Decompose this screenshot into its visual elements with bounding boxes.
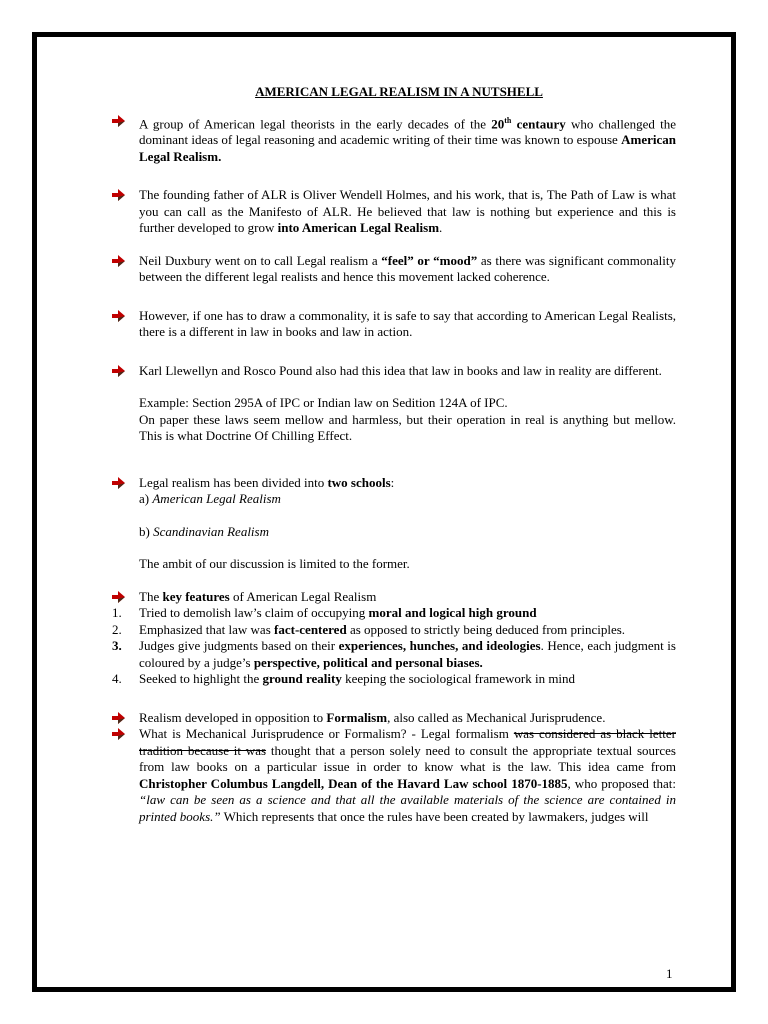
list-item [112,605,676,622]
text: as there was significant commonality between the different legal realists and hence this movement lacked coherence. [139,252,676,285]
text: of American Legal Realism [229,588,377,604]
text: Seeked to highlight the [139,671,263,687]
list-number: 4. [112,671,122,687]
text: who challenged the dominant ideas of legal reasoning and academic writing of their time was known to espouse [139,115,676,148]
bold-text: experiences, hunches, and ideologies [338,638,541,654]
text: Legal realism has been divided into [139,474,328,490]
paragraph-example: Example: Section 295A of IPC or Indian law on Sedition 124A of IPC. [139,395,508,411]
text: The [139,588,163,604]
text: b) [139,523,154,539]
text: What is Mechanical Jurisprudence or Formalism? - Legal formalism [139,726,514,742]
text: The founding father of ALR is Oliver Wendell Holmes, and his work, that is, The Path of Law is what you can call as the Manifesto of ALR. He believed that law is nothing but experience and this is further developed to grow [139,187,676,236]
superscript: th [504,115,512,125]
text: . [439,220,443,236]
arrow-bullet-icon [112,728,126,740]
bold-text: ground reality [262,671,342,687]
text: Judges give judgments based on their [139,638,339,654]
paragraph-ambit: The ambit of our discussion is limited to the former. [139,556,410,572]
text: A group of American legal theorists in the early decades of the [139,115,492,131]
paragraph-formalism [112,710,676,727]
bold-text: 20 [491,115,505,131]
paragraph-duxbury [112,253,676,286]
text: Karl Llewellyn and Rosco Pound also had this idea that law in books and law in reality are different. [139,362,662,378]
list-number: 2. [112,621,122,637]
paragraph-llewellyn [112,363,676,380]
bold-text: American Legal Realism. [139,132,676,164]
text: a) [139,491,153,507]
list-item [112,671,676,688]
arrow-bullet-icon [112,365,126,377]
paragraph-mechanical-jurisprudence [112,726,676,825]
italic-text: American Legal Realism [152,491,281,507]
text: Neil Duxbury went on to call Legal realism a [139,252,382,268]
text: keeping the sociological framework in mind [341,671,576,687]
arrow-bullet-icon [112,255,126,267]
bold-text: fact-centered [274,621,347,637]
text: Realism developed in opposition to [139,709,327,725]
italic-text: Scandinavian Realism [153,523,269,539]
list-item [112,638,676,671]
text: . Hence, each judgment is coloured by a judge’s [139,638,676,670]
arrow-bullet-icon [112,189,126,201]
bold-text: moral and logical high ground [368,605,537,621]
document-title: AMERICAN LEGAL REALISM IN A NUTSHELL [255,84,543,99]
text: Which represents that once the rules have been created by lawmakers, judges will [220,808,649,824]
bold-text: into American Legal Realism [277,220,440,236]
bold-text: “feel” or “mood” [381,252,478,268]
bold-text: centaury [511,115,566,131]
paragraph-chilling-effect: On paper these laws seem mellow and harmless, but their operation in real is anything but mellow. This is what Doctrine Of Chilling Effect. [139,411,676,444]
text: , who proposed that: [567,775,676,791]
list-number: 3. [112,638,122,654]
bold-text: Christopher Columbus Langdell, Dean of the Havard Law school 1870-1885 [139,775,568,791]
bold-text: two schools [327,474,391,490]
struck-text: was considered as black letter tradition because it was [139,726,676,758]
bold-text: perspective, political and personal biases. [253,654,483,670]
arrow-bullet-icon [112,712,126,724]
document-body [112,84,676,825]
school-a [112,491,676,508]
arrow-bullet-icon [112,115,126,127]
bold-text: Formalism [326,709,388,725]
list-number: 1. [112,605,122,621]
paragraph-two-schools [112,475,676,492]
italic-quote: “law can be seen as a science and that all the available materials of the science are contained in printed books.” [139,792,676,824]
text: Tried to demolish law’s claim of occupying [139,605,369,621]
arrow-bullet-icon [112,591,126,603]
school-b [112,524,676,541]
paragraph-holmes [112,187,676,237]
text: thought that a person solely need to consult the appropriate textual sources from law books on a particular issue in order to know what is the law. This idea came from [139,742,676,775]
arrow-bullet-icon [112,310,126,322]
page-number: 1 [666,966,673,981]
list-item [112,622,676,639]
text: Emphasized that law was [139,621,275,637]
text: as opposed to strictly being deduced from principles. [346,621,626,637]
arrow-bullet-icon [112,477,126,489]
text: , also called as Mechanical Jurisprudence. [387,709,606,725]
paragraph-key-features [112,589,676,606]
text: However, if one has to draw a commonality, it is safe to say that according to American Legal Realists, there is a different in law in books and law in action. [139,307,676,340]
bold-text: key features [162,588,230,604]
text: : [390,474,395,490]
paragraph-alr-intro [112,113,676,166]
paragraph-commonality [112,308,676,341]
